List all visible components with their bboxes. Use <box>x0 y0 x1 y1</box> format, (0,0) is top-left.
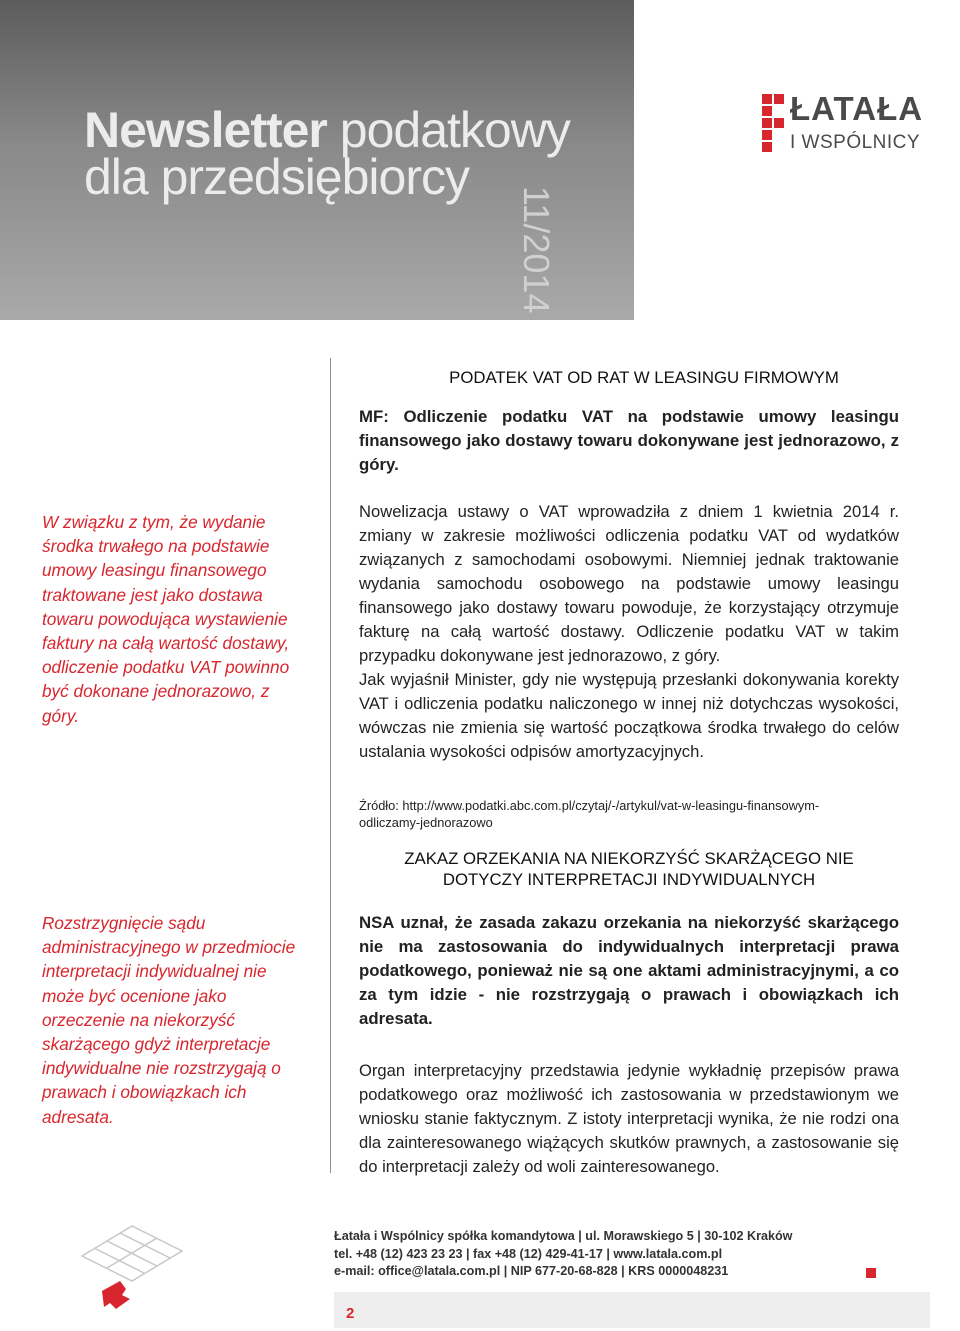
newsletter-subtitle: dla przedsiębiorcy <box>84 149 469 205</box>
article-lead: MF: Odliczenie podatku VAT na podstawie umowy leasingu finansowego jako dostawy towaru dokonywane jest jednorazowo, z góry. <box>359 407 899 474</box>
article-paragraph: Jak wyjaśnił Minister, gdy nie występują przesłanki dokonywania korekty VAT i odliczenia podatku naliczonego w innej niż dotychczas wysokości, wówczas nie zmienia się wartość początkowa środka trwałego do celów ustalania wysokości odpisów amortyzacyjnych. <box>359 670 899 761</box>
page-number-bar <box>334 1292 930 1328</box>
article2-title-line: DOTYCZY INTERPRETACJI INDYWIDUALNYCH <box>442 870 816 889</box>
logo-subtitle: I WSPÓLNICY <box>790 132 921 153</box>
logo-squares-icon <box>762 90 784 152</box>
header-banner <box>0 0 634 320</box>
sidebar-quote-leasing: W związku z tym, że wydanie środka trwałego na podstawie umowy leasingu finansowego traktowane jest jako dostawa towaru powodująca wystawienie faktury na całą wartość dostawy, odliczenie podatku VAT powinno być dokonane jednorazowo, z góry. <box>42 512 290 726</box>
footer-square-icon <box>866 1268 876 1278</box>
footer-address: Łatała i Wspólnicy spółka komandytowa | ul. Morawskiego 5 | 30-102 Kraków <box>334 1229 793 1243</box>
puzzle-icon <box>42 1196 222 1326</box>
newsletter-title-bold: Newsletter <box>84 102 327 158</box>
source-line: odliczamy-jednorazowo <box>359 815 493 830</box>
article-paragraph: Nowelizacja ustawy o VAT wprowadziła z dniem 1 kwietnia 2014 r. zmiany w zakresie możliwości odliczenia podatku VAT od wydatków związanych z samochodami osobowymi. Niemniej jednak traktowanie wydania samochodu osobowego na podstawie umowy leasingu finansowego jako dostawy towaru powoduje, że korzystający otrzymuje fakturę na całą wartość dostawy. Odliczenie podatku VAT w takim przypadku dokonywane jest jednorazowo, z góry. <box>359 502 899 665</box>
source-line: Źródło: http://www.podatki.abc.com.pl/czytaj/-/artykul/vat-w-leasingu-finansowym- <box>359 798 820 813</box>
article2-title-line: ZAKAZ ORZEKANIA NA NIEKORZYŚĆ SKARŻĄCEGO NIE <box>404 849 854 868</box>
article2-lead: NSA uznał, że zasada zakazu orzekania na niekorzyść skarżącego nie ma zastosowania do indywidualnych interpretacji prawa podatkowego, ponieważ nie są one aktami administracyjnymi, a co za tym idzie - nie rozstrzygają o prawach i obowiązkach ich adresata. <box>359 913 899 1028</box>
article2-paragraph: Organ interpretacyjny przedstawia jedynie wykładnię przepisów prawa podatkowego oraz możliwość ich zastosowania w przedstawionym we wniosku stanie faktycznym. Z istoty interpretacji wynika, że nie rodzi ona dla zainteresowanego wiążących skutków prawnych, a zastosowanie się do interpretacji zależy od woli zainteresowanego. <box>359 1061 899 1176</box>
logo-name: ŁATAŁA <box>790 90 924 127</box>
footer-contact <box>334 1228 792 1281</box>
article-vat-leasing <box>359 367 899 388</box>
company-logo <box>762 90 932 160</box>
footer-phone: tel. +48 (12) 423 23 23 | fax +48 (12) 429-41-17 | www.latala.com.pl <box>334 1246 723 1261</box>
newsletter-title <box>84 102 570 158</box>
footer-email: e-mail: office@latala.com.pl | NIP 677-20-68-828 | KRS 0000048231 <box>334 1264 729 1278</box>
page-number: 2 <box>346 1305 355 1322</box>
sidebar-quote-court: Rozstrzygnięcie sądu administracyjnego w przedmiocie interpretacji indywidualnej nie może być ocenione jako orzeczenie na niekorzyść skarżącego gdyż interpretacje indywidualne nie rozstrzygają o prawach i obowiązkach ich adresata. <box>42 913 296 1127</box>
column-divider <box>330 358 331 1173</box>
article2-title <box>359 848 899 890</box>
newsletter-title-rest: podatkowy <box>339 102 570 158</box>
issue-number: 11/2014 <box>516 186 557 314</box>
article-title: PODATEK VAT OD RAT W LEASINGU FIRMOWYM <box>449 368 839 387</box>
article2-body <box>359 1059 899 1179</box>
article-body <box>359 500 899 764</box>
article-source <box>359 797 899 831</box>
